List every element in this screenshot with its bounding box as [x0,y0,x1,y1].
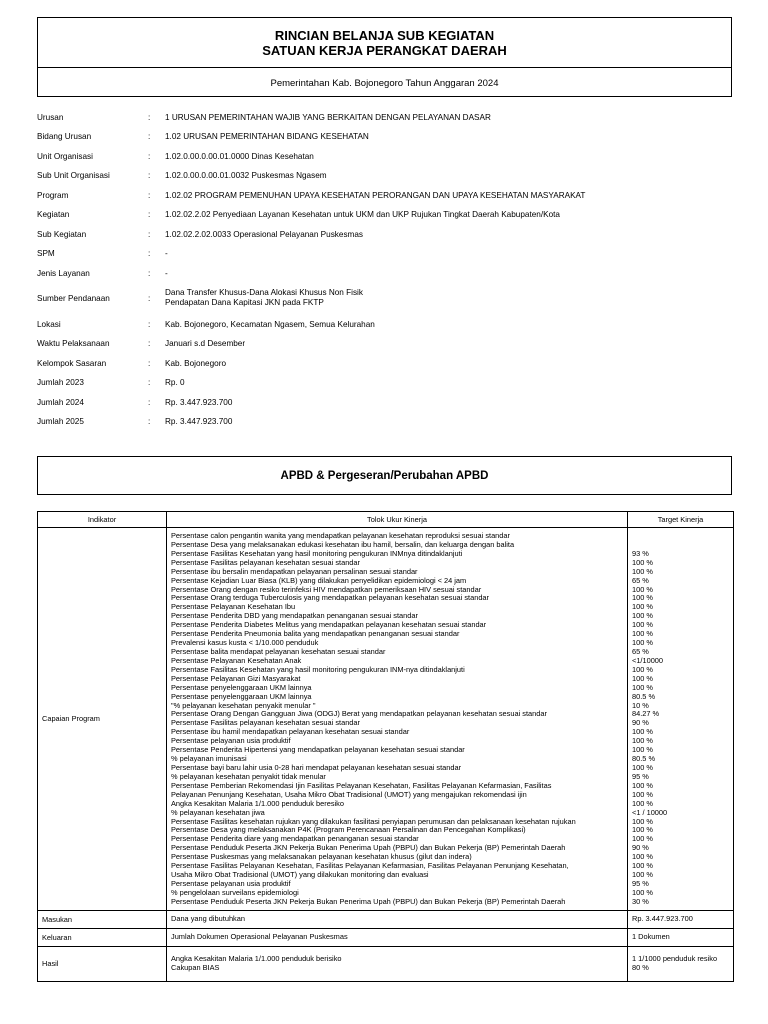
indikator-cell: Hasil [38,946,167,981]
target-line: 65 % [632,576,649,585]
info-label: SPM [37,249,55,258]
target-line [632,541,729,550]
target-line: 100 % [632,558,653,567]
target-line: 90 % [632,719,649,728]
info-value-line: 1.02.0.00.0.00.01.0000 Dinas Kesehatan [165,152,314,161]
target-line: 100 % [632,674,653,683]
target-line: 100 % [632,621,653,630]
info-label: Jenis Layanan [37,269,90,278]
info-separator: : [148,191,151,200]
target-line: 90 % [632,844,649,853]
info-label: Kegiatan [37,210,70,219]
info-value-line: - [165,269,168,278]
tolok-ukur-line: Persentase pelayanan usia produktif [171,737,291,746]
tolok-ukur-line: Persentase Orang dengan resiko terinfeksi HIV mendapatkan pemeriksaan HIV sesuai standar [171,585,482,594]
title-box [37,17,732,97]
info-separator: : [148,398,151,407]
info-separator: : [148,132,151,141]
target-line: 80 % [632,963,649,972]
target-line: 100 % [632,871,653,880]
tolok-ukur-line: "% pelayanan kesehatan penyakit menular " [171,701,316,710]
document-title [38,18,731,68]
target-line: 100 % [632,737,653,746]
target-line: 100 % [632,630,653,639]
tolok-ukur-line: Pelayanan Penunjang Kesehatan, Usaha Mikro Obat Tradisional (UMOT) yang mengajukan rekomendasi ijin [171,790,527,799]
tolok-ukur-line: Persentase Orang Dengan Gangguan Jiwa (ODGJ) Berat yang mendapatkan pelayanan kesehatan sesuai standar [171,710,547,719]
table-header-row [38,512,734,528]
info-label: Lokasi [37,320,61,329]
info-value [165,269,168,279]
info-separator: : [148,249,151,258]
title-line-2: SATUAN KERJA PERANGKAT DAERAH [262,42,507,58]
target-line [632,532,729,541]
tolok-ukur-line: Persentase ibu bersalin mendapatkan pelayanan persalinan sesuai standar [171,567,418,576]
indikator-cell: Masukan [38,910,167,928]
target-line: 1 1/1000 penduduk resiko [632,954,718,963]
info-value-line: - [165,249,168,258]
info-value [165,288,363,308]
tolok-ukur-line: Persentase Fasilitas kesehatan rujukan yang dilakukan fasilitasi penyiapan perumusan dan pelaksanaan kesehatan rujukan [171,817,576,826]
target-line: 100 % [632,603,653,612]
target-line: 100 % [632,853,653,862]
info-value-line: 1 URUSAN PEMERINTAHAN WAJIB YANG BERKAITAN DENGAN PELAYANAN DASAR [165,113,491,122]
info-label: Jumlah 2023 [37,378,84,387]
info-label: Urusan [37,113,64,122]
target-line: 95 % [632,772,649,781]
tolok-ukur-line: Persentase pelayanan usia produktif [171,879,291,888]
target-cell [628,928,734,946]
target-line: 100 % [632,746,653,755]
info-label: Sub Kegiatan [37,230,87,239]
info-value [165,132,369,142]
header-target: Target Kinerja [628,512,734,528]
tolok-ukur-line: Persentase Fasilitas Kesehatan yang hasil monitoring pengukuran INM-nya ditindaklanjuti [171,665,465,674]
info-value [165,152,314,162]
table-row [38,528,734,911]
tolok-ukur-line: Persentase bayi baru lahir usia 0-28 hari mendapat pelayanan kesehatan sesuai standar [171,763,462,772]
target-line: 100 % [632,683,653,692]
info-label: Bidang Urusan [37,132,92,141]
target-line: 100 % [632,826,653,835]
info-value-line: Kab. Bojonegoro [165,359,226,368]
target-line: 100 % [632,728,653,737]
info-value [165,230,363,240]
info-value-line: Kab. Bojonegoro, Kecamatan Ngasem, Semua Kelurahan [165,320,375,329]
tolok-ukur-line: Persentase Penduduk Peserta JKN Pekerja Bukan Penerima Upah (PBPU) dan Bukan Pekerja (BP) Pemerintah Daerah [171,844,566,853]
tolok-ukur-line: Usaha Mikro Obat Tradisional (UMOT) yang dilakukan monitoring dan evaluasi [171,871,429,880]
target-line: 65 % [632,647,649,656]
info-value [165,339,245,349]
info-value [165,210,560,220]
info-label: Jumlah 2025 [37,417,84,426]
tolok-ukur-line: Persentase calon pengantin wanita yang mendapatkan pelayanan kesehatan reproduksi sesuai standar [171,532,510,540]
target-line: 100 % [632,763,653,772]
tolok-ukur-line: Persentase Penderita Pneumonia balita yang mendapatkan penanganan sesuai standar [171,630,460,639]
info-label: Unit Organisasi [37,152,93,161]
info-value [165,378,185,388]
tolok-ukur-line: Persentase balita mendapat pelayanan kesehatan sesuai standar [171,647,386,656]
tolok-ukur-line: Persentase Fasilitas Kesehatan yang hasil monitoring pengukuran INMnya ditindaklanjuti [171,549,463,558]
table-row [38,910,734,928]
section-title: APBD & Pergeseran/Perubahan APBD [37,456,732,495]
info-value [165,359,226,369]
info-label: Sub Unit Organisasi [37,171,110,180]
target-line: 93 % [632,549,649,558]
target-line: 80.5 % [632,755,656,764]
info-separator: : [148,171,151,180]
info-value-line: 1.02.02 PROGRAM PEMENUHAN UPAYA KESEHATAN PERORANGAN DAN UPAYA KESEHATAN MASYARAKAT [165,191,586,200]
tolok-ukur-cell [167,928,628,946]
info-value [165,113,491,123]
tolok-ukur-line: Persentase Penderita diare yang mendapatkan penanganan sesuai standar [171,835,419,844]
tolok-ukur-line: Persentase Kejadian Luar Biasa (KLB) yang dilakukan penyelidikan epidemiologi < 24 jam [171,576,467,585]
info-value-line: Januari s.d Desember [165,339,246,348]
target-line: <1 / 10000 [632,808,668,817]
target-line: 95 % [632,879,649,888]
info-value [165,320,375,330]
info-separator: : [148,378,151,387]
tolok-ukur-line: Persentase Desa yang melaksanakan edukasi kesehatan ibu hamil, bersalin, dan keluarga dengan balita [171,540,515,549]
target-line: 100 % [632,790,653,799]
info-separator: : [148,339,151,348]
tolok-ukur-line: Cakupan BIAS [171,963,220,972]
info-value-line: 1.02.0.00.0.00.01.0032 Puskesmas Ngasem [165,171,327,180]
target-line: 10 % [632,701,649,710]
tolok-ukur-line: Persentase Puskesmas yang melaksanakan pelayanan kesehatan khusus (gilut dan indera) [171,853,472,862]
tolok-ukur-line: Persentase Penderita Hipertensi yang mendapatkan pelayanan kesehatan sesuai standar [171,746,465,755]
target-line: 1 Dokumen [632,932,670,941]
tolok-ukur-line: Persentase Desa yang melaksanakan P4K (Program Perencanaan Persalinan dan Pencegahan Komplikasi) [171,826,526,835]
info-separator: : [148,417,151,426]
info-label: Program [37,191,69,200]
info-separator: : [148,269,151,278]
info-separator: : [148,230,151,239]
target-line: 100 % [632,567,653,576]
tolok-ukur-line: Persentase Pemberian Rekomendasi Ijin Fasilitas Pelayanan Kesehatan, Fasilitas Pelayanan Kefarmasian, Fasilitas [171,781,552,790]
info-value [165,417,232,427]
info-label: Jumlah 2024 [37,398,84,407]
target-line: 100 % [632,862,653,871]
target-line: 100 % [632,781,653,790]
target-cell [628,528,734,911]
performance-table [37,511,734,982]
info-value-line: Rp. 0 [165,378,185,387]
table-row [38,928,734,946]
target-cell [628,910,734,928]
title-line-1: RINCIAN BELANJA SUB KEGIATAN [274,27,495,43]
info-value-line: 1.02.02.2.02.0033 Operasional Pelayanan Puskesmas [165,230,363,239]
target-cell [628,946,734,981]
tolok-ukur-line: Persentase Fasilitas pelayanan kesehatan sesuai standar [171,558,360,567]
info-value [165,249,168,259]
info-label: Kelompok Sasaran [37,359,107,368]
target-line: 100 % [632,665,653,674]
info-value-line: Dana Transfer Khusus-Dana Alokasi Khusus Non Fisik [165,288,363,297]
tolok-ukur-cell [167,910,628,928]
tolok-ukur-line: Persentase penyelenggaraan UKM lainnya [171,692,312,701]
info-value [165,171,327,181]
tolok-ukur-line: Persentase Penderita Diabetes Melitus yang mendapatkan pelayanan kesehatan sesuai standar [171,621,487,630]
info-value-line: Rp. 3.447.923.700 [165,398,233,407]
tolok-ukur-line: Persentase Penduduk Peserta JKN Pekerja Bukan Penerima Upah (PBPU) dan Bukan Pekerja (BP) Pemerintah Daerah [171,897,566,906]
tolok-ukur-line: Prevalensi kasus kusta < 1/10.000 penduduk [171,639,319,648]
tolok-ukur-line: Persentase Penderita DBD yang mendapatkan penanganan sesuai standar [171,612,418,621]
target-line: 100 % [632,612,653,621]
target-line: 30 % [632,897,649,906]
tolok-ukur-line: Angka Kesakitan Malaria 1/1.000 penduduk beresiko [171,799,344,808]
tolok-ukur-line: Persentase Pelayanan Kesehatan Ibu [171,603,296,612]
target-line: 100 % [632,835,653,844]
table-row [38,946,734,981]
tolok-ukur-line: Persentase Fasilitas Pelayanan Kesehatan, Fasilitas Pelayanan Kefarmasian, Fasilitas Pelayanan Penunjang Kesehatan, [171,862,569,871]
tolok-ukur-line: Persentase Fasilitas pelayanan kesehatan sesuai standar [171,719,360,728]
document-subtitle: Pemerintahan Kab. Bojonegoro Tahun Anggaran 2024 [270,77,499,89]
info-value [165,398,232,408]
info-value-line: 1.02.02.2.02 Penyediaan Layanan Kesehatan untuk UKM dan UKP Rujukan Tingkat Daerah Kabupaten/Kota [165,210,560,219]
info-label: Sumber Pendanaan [37,294,110,303]
info-separator: : [148,359,151,368]
target-line: 100 % [632,799,653,808]
target-line: 100 % [632,817,653,826]
header-indikator: Indikator [38,512,167,528]
info-separator: : [148,320,151,329]
target-line: 100 % [632,585,653,594]
target-line: 100 % [632,594,653,603]
tolok-ukur-line: % pelayanan imunisasi [171,755,247,764]
indikator-cell: Capaian Program [38,528,167,911]
tolok-ukur-line: Persentase Orang terduga Tuberculosis yang mendapatkan pelayanan kesehatan sesuai standar [171,594,490,603]
info-label: Waktu Pelaksanaan [37,339,110,348]
target-line: 100 % [632,888,653,897]
info-separator: : [148,294,151,303]
tolok-ukur-line: Angka Kesakitan Malaria 1/1.000 penduduk berisiko [171,954,342,963]
header-tolok-ukur: Tolok Ukur Kinerja [167,512,628,528]
info-value [165,191,585,201]
tolok-ukur-line: % pelayanan kesehatan penyakit tidak menular [171,772,326,781]
tolok-ukur-line: Persentase Pelayanan Gizi Masyarakat [171,674,301,683]
tolok-ukur-cell [167,528,628,911]
tolok-ukur-line: Persentase Pelayanan Kesehatan Anak [171,656,302,665]
info-separator: : [148,113,151,122]
info-separator: : [148,210,151,219]
info-value-line: Pendapatan Dana Kapitasi JKN pada FKTP [165,298,324,307]
tolok-ukur-line: Persentase ibu hamil mendapatkan pelayanan kesehatan sesuai standar [171,728,410,737]
tolok-ukur-line: Persentase penyelenggaraan UKM lainnya [171,683,312,692]
tolok-ukur-line: Dana yang dibutuhkan [171,914,245,923]
target-line: 100 % [632,639,653,648]
target-line: 80.5 % [632,692,656,701]
info-separator: : [148,152,151,161]
info-value-line: Rp. 3.447.923.700 [165,417,233,426]
target-line: Rp. 3.447.923.700 [632,914,693,923]
indikator-cell: Keluaran [38,928,167,946]
target-line: <1/10000 [632,656,664,665]
tolok-ukur-cell [167,946,628,981]
tolok-ukur-line: % pengelolaan surveilans epidemiologi [171,888,299,897]
tolok-ukur-line: Jumlah Dokumen Operasional Pelayanan Puskesmas [171,932,348,941]
info-value-line: 1.02 URUSAN PEMERINTAHAN BIDANG KESEHATAN [165,132,369,141]
tolok-ukur-line: % pelayanan kesehatan jiwa [171,808,265,817]
target-line: 84.27 % [632,710,660,719]
